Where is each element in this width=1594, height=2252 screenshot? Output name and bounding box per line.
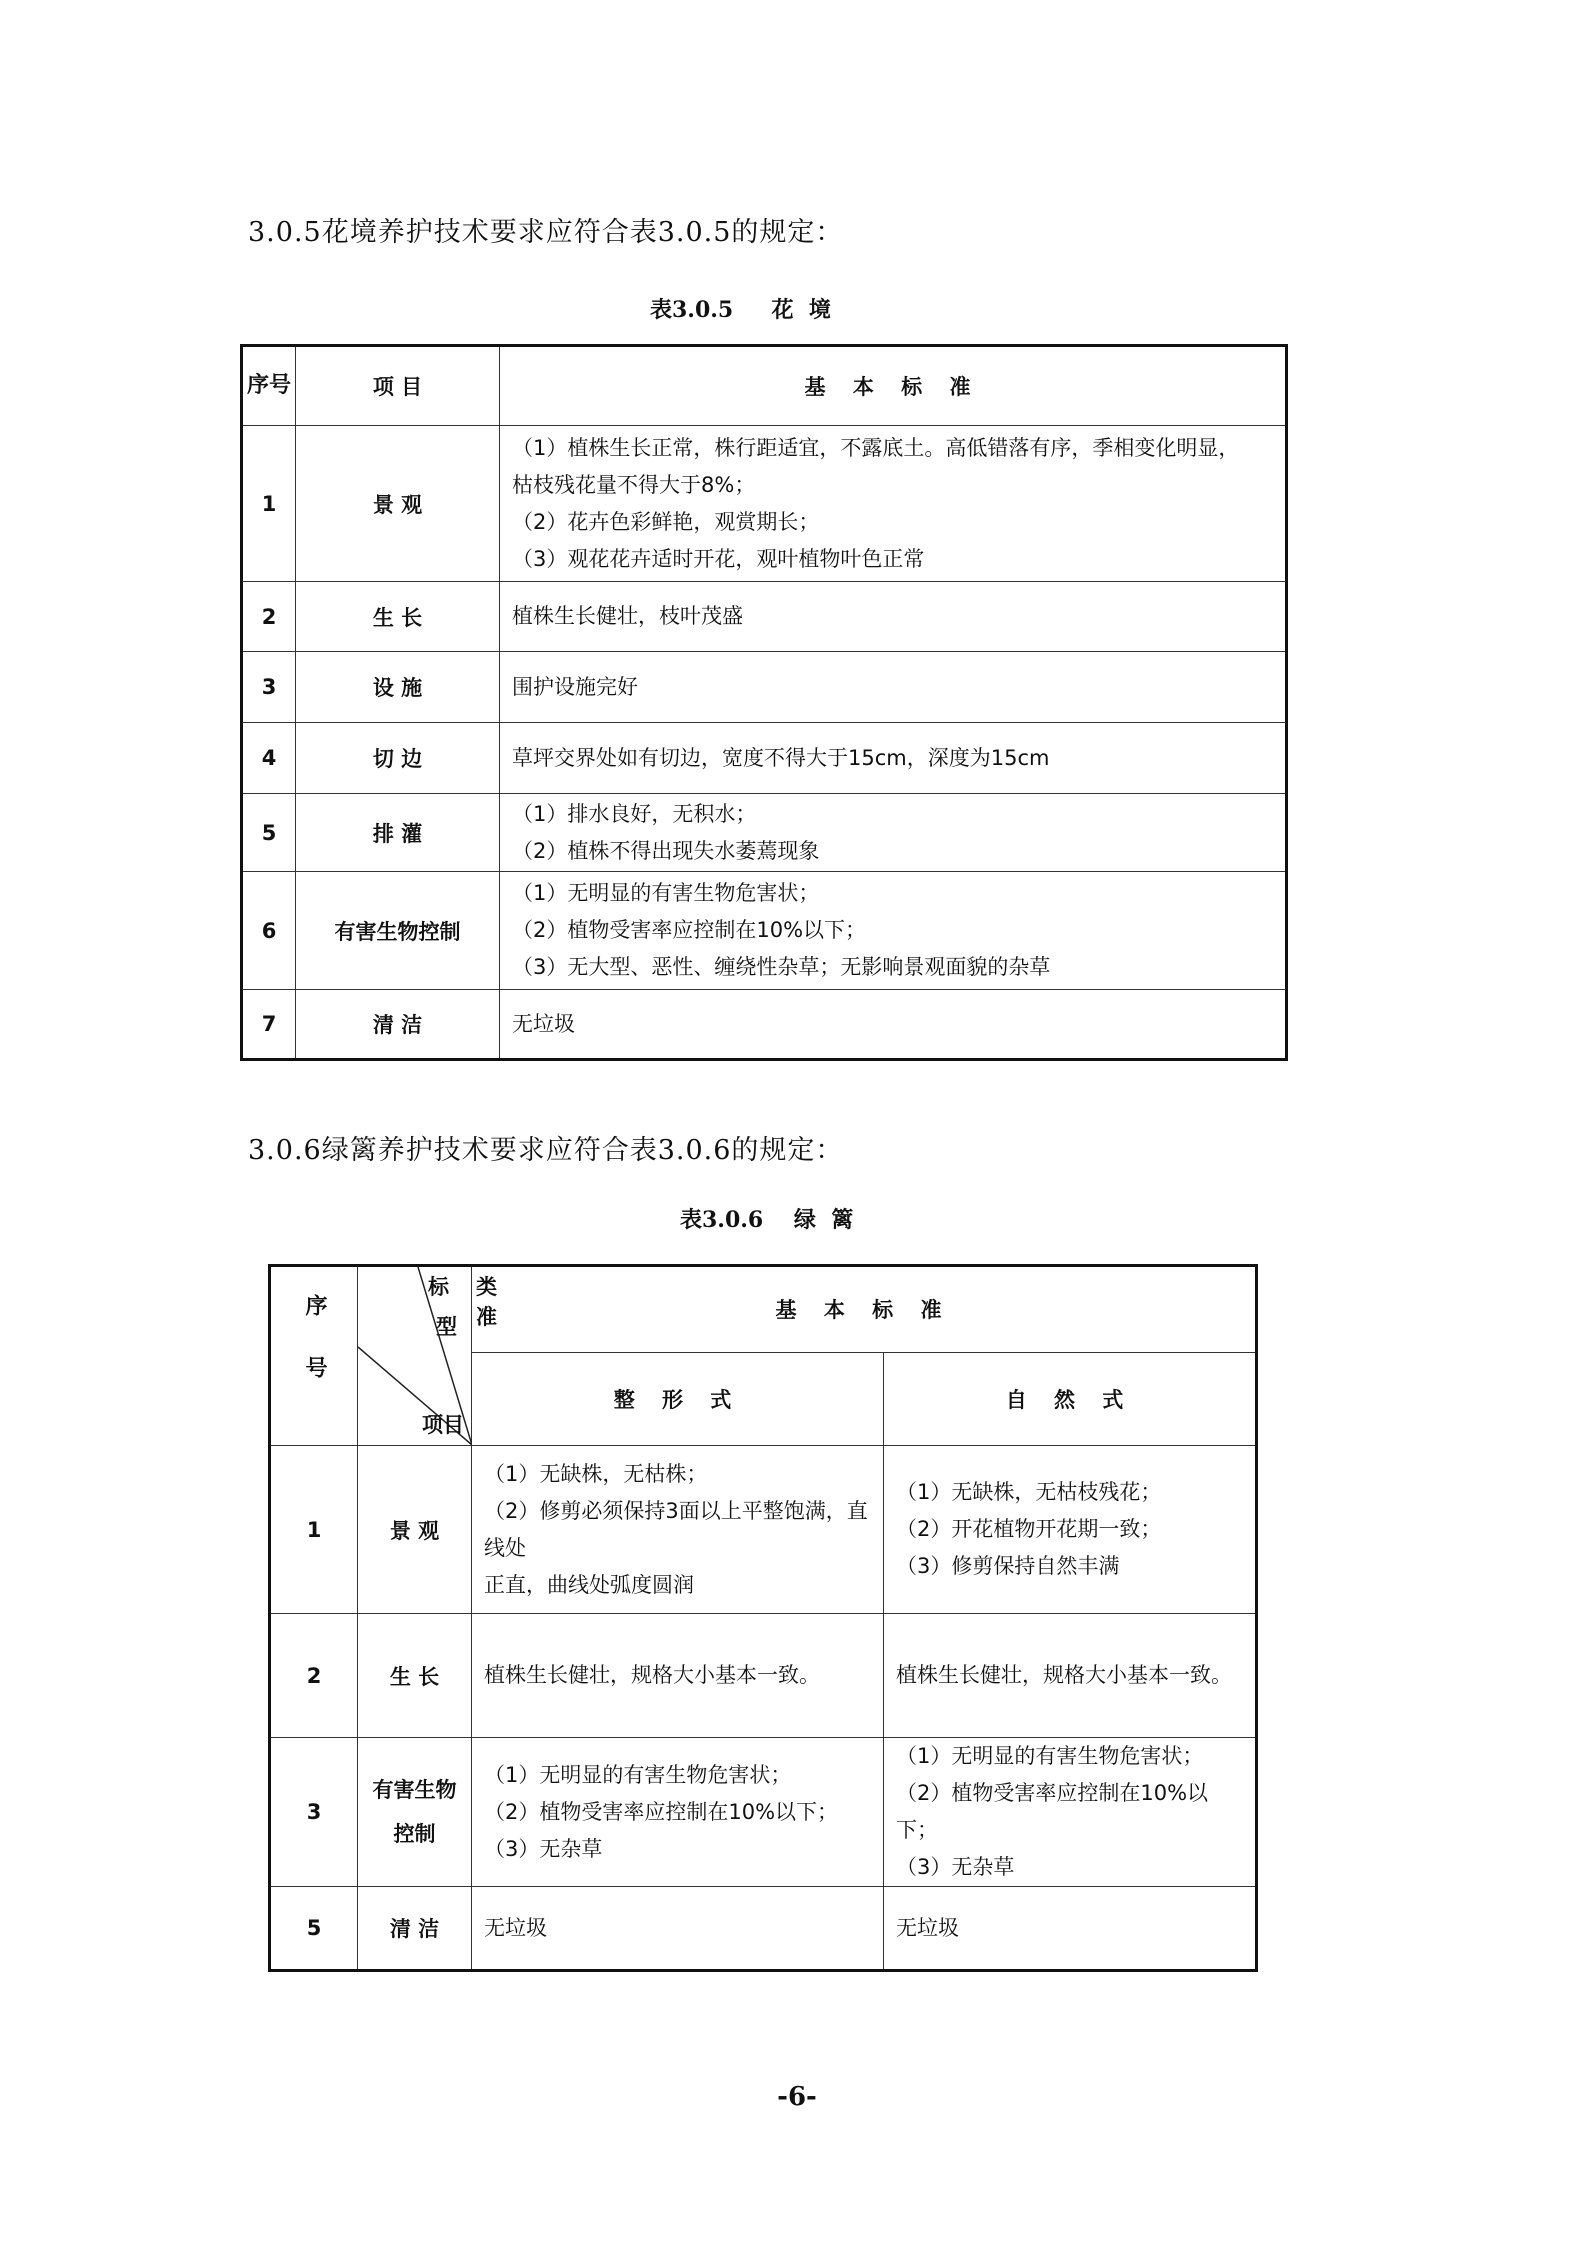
standard-line: 无垃圾 [512,1011,575,1036]
standard-line: 无垃圾 [484,1915,547,1940]
row-no: 3 [270,1738,358,1887]
standard-line: （3）无杂草 [484,1836,603,1861]
standard-line: （1）无明显的有害生物危害状； [484,1762,792,1787]
row-formal [472,1614,884,1738]
row-formal [472,1887,884,1971]
standard-line: （1）无明显的有害生物危害状； [512,881,820,905]
row-standard [500,582,1287,652]
diag-mid: 型 [436,1315,457,1339]
header-natural: 自 然 式 [884,1352,1257,1445]
row-item: 排 灌 [296,794,500,872]
paragraph-3-0-6: 3.0.6绿篱养护技术要求应符合表3.0.6的规定： [248,1135,844,1166]
standard-line: （1）无缺株，无枯枝残花； [896,1480,1162,1504]
row-item: 有害生物控制 [296,872,500,990]
standard-line: 枯枝残花量不得大于8%； [512,472,756,497]
row-no: 4 [242,723,296,794]
row-standard [500,794,1287,872]
row-no: 2 [270,1614,358,1738]
header-item: 项 目 [296,346,500,426]
standard-line: 草坪交界处如有切边，宽度不得大于15cm，深度为15cm [512,745,1050,770]
row-formal [472,1738,884,1887]
row-natural [884,1614,1257,1738]
standard-line: 围护设施完好 [512,674,638,699]
standard-line: 植株生长健壮，规格大小基本一致。 [484,1663,820,1687]
row-standard [500,723,1287,794]
standard-line: （1）无明显的有害生物危害状； [896,1744,1204,1768]
table-header-row [270,1266,1257,1353]
row-natural [884,1446,1257,1614]
header-no [270,1266,358,1446]
standard-line: （3）无大型、恶性、缠绕性杂草；无影响景观面貌的杂草 [512,955,1051,979]
table-row [242,990,1287,1060]
standard-line: （3）观花花卉适时开花，观叶植物叶色正常 [512,546,925,571]
table-row [242,582,1287,652]
row-natural [884,1887,1257,1971]
diag-top2: 类准 [476,1275,497,1329]
header-standard: 基 本 标 准 [472,1266,1257,1353]
row-item: 有害生物控制 [358,1738,472,1887]
row-no: 7 [242,990,296,1060]
row-item: 景 观 [296,426,500,582]
standard-line: 植株生长健壮，枝叶茂盛 [512,604,743,628]
table-caption-3-0-6: 表3.0.6 绿 篱 [680,1207,854,1233]
header-standard: 基 本 标 准 [500,346,1287,426]
table-row [270,1614,1257,1738]
table-header-row [242,346,1287,426]
row-standard [500,872,1287,990]
standard-line: （1）排水良好，无积水； [512,801,757,826]
standard-line: （2）植物受害率应控制在10%以下； [896,1781,1209,1842]
row-item: 清 洁 [296,990,500,1060]
standard-line: （1）植株生长正常，株行距适宜，不露底土。高低错落有序，季相变化明显， [512,435,1240,460]
standard-line: 植株生长健壮，规格大小基本一致。 [896,1663,1232,1687]
table-row [270,1887,1257,1971]
header-no: 序号 [242,346,296,426]
header-no-text: 序号 [302,1294,327,1418]
row-no: 1 [242,426,296,582]
standard-line: （1）无缺株，无枯株； [484,1461,708,1486]
row-no: 2 [242,582,296,652]
table-caption-3-0-5: 表3.0.5 花 境 [650,297,831,323]
row-no: 1 [270,1446,358,1614]
row-item: 清 洁 [358,1887,472,1971]
table-row [242,872,1287,990]
row-item: 设 施 [296,652,500,723]
row-standard [500,990,1287,1060]
row-item: 切 边 [296,723,500,794]
row-no: 5 [270,1887,358,1971]
standard-line: （2）植物受害率应控制在10%以下； [484,1799,839,1824]
row-no: 3 [242,652,296,723]
table-row [270,1738,1257,1887]
standard-line: （3）修剪保持自然丰满 [896,1554,1120,1578]
standard-line: （3）无杂草 [896,1855,1015,1879]
table-row [242,723,1287,794]
row-standard [500,426,1287,582]
standard-line: （2）修剪必须保持3面以上平整饱满，直线处 [484,1498,868,1560]
standard-line: （2）植物受害率应控制在10%以下； [512,918,867,942]
table-3-0-5 [240,344,1288,1061]
table-row [270,1446,1257,1614]
standard-line: （2）植株不得出现失水萎蔫现象 [512,838,820,863]
row-no: 6 [242,872,296,990]
table-3-0-6 [268,1264,1258,1972]
row-standard [500,652,1287,723]
standard-line: （2）开花植物开花期一致； [896,1517,1162,1541]
paragraph-3-0-5: 3.0.5花境养护技术要求应符合表3.0.5的规定： [248,217,844,248]
row-item: 景 观 [358,1446,472,1614]
page-number: -6- [777,2082,817,2112]
table-row [242,794,1287,872]
standard-line: 无垃圾 [896,1915,959,1940]
row-item: 生 长 [296,582,500,652]
standard-line: （2）花卉色彩鲜艳，观赏期长； [512,509,820,534]
standard-line: 正直，曲线处弧度圆润 [484,1572,694,1597]
header-diagonal-cell [358,1266,497,1446]
row-natural [884,1738,1257,1887]
diag-top1: 标 [428,1275,449,1299]
table-row [242,652,1287,723]
header-formal: 整 形 式 [472,1352,884,1445]
row-item: 生 长 [358,1614,472,1738]
row-no: 5 [242,794,296,872]
diag-bottom: 项目 [422,1413,464,1437]
row-formal [472,1446,884,1614]
table-row [242,426,1287,582]
